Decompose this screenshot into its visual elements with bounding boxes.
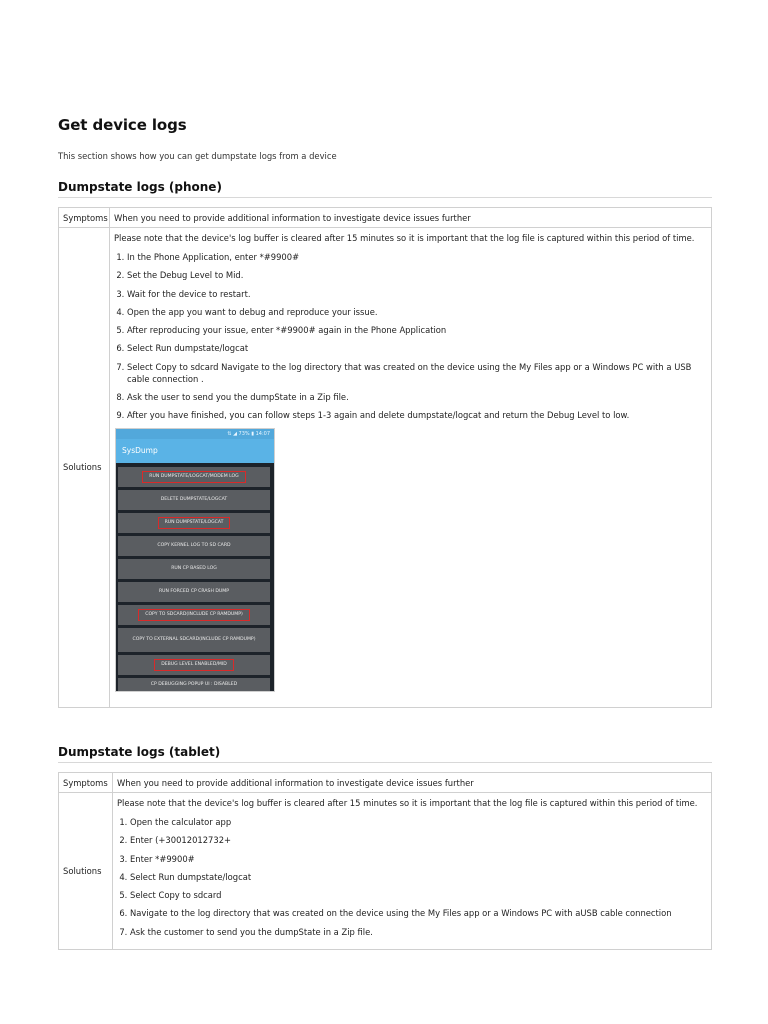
sysdump-button-label: COPY KERNEL LOG TO SD CARD [157,542,231,548]
symptoms-label: Symptoms [59,773,113,793]
section-divider [58,762,712,763]
sysdump-button-label: RUN CP BASED LOG [171,565,217,571]
step-item: 2. Set the Debug Level to Mid. [127,269,707,281]
solutions-cell [110,228,712,708]
phone-status-bar: ⇅ ◢ 73% ▮ 14:07 [116,429,274,439]
step-item: 3. Enter *#9900# [130,853,707,865]
section-divider [58,197,712,198]
sysdump-button [118,582,270,602]
step-item: 5. After reproducing your issue, enter *#9900# again in the Phone Application [127,324,707,336]
sysdump-button-label: COPY TO EXTERNAL SDCARD(INCLUDE CP RAMDUMP) [132,636,256,642]
sysdump-button [118,559,270,579]
step-item: 5. Select Copy to sdcard [130,889,707,901]
sysdump-button [118,655,270,675]
step-item: 4. Select Run dumpstate/logcat [130,871,707,883]
section-heading-tablet: Dumpstate logs (tablet) [58,745,221,759]
log-buffer-note: Please note that the device's log buffer is cleared after 15 minutes so it is important that the log file is captured within this period of time. [117,798,698,808]
solutions-row [59,228,712,708]
symptoms-row [59,773,712,793]
step-item: 2. Enter (+30012012732+ [130,834,707,846]
symptoms-text: When you need to provide additional information to investigate device issues further [110,208,712,228]
page-intro: This section shows how you can get dumpstate logs from a device [58,151,337,161]
section-heading-phone: Dumpstate logs (phone) [58,180,222,194]
sysdump-button [118,513,270,533]
tablet-steps-table [58,772,712,950]
sysdump-button [118,678,270,692]
sysdump-button [118,536,270,556]
symptoms-row [59,208,712,228]
phone-steps-list [114,251,707,421]
step-item: 7. Select Copy to sdcard Navigate to the log directory that was created on the device using the My Files app or a Windows PC with a USB cable connection . [127,361,707,385]
sysdump-button [118,467,270,487]
tablet-steps-list [117,816,707,938]
solutions-cell [113,793,712,950]
sysdump-button-label: CP DEBUGGING POPUP UI : DISABLED [150,681,238,687]
step-item: 6. Navigate to the log directory that was created on the device using the My Files app or a Windows PC with aUSB cable connection [130,907,707,919]
step-item: 8. Ask the user to send you the dumpState in a Zip file. [127,391,707,403]
step-item: 9. After you have finished, you can follow steps 1-3 again and delete dumpstate/logcat and return the Debug Level to low. [127,409,707,421]
sysdump-button-label: DELETE DUMPSTATE/LOGCAT [160,496,228,502]
sysdump-button-label: RUN DUMPSTATE/LOGCAT/MODEM LOG [142,471,245,483]
sysdump-button-label: RUN FORCED CP CRASH DUMP [158,588,230,594]
log-buffer-note: Please note that the device's log buffer is cleared after 15 minutes so it is important that the log file is captured within this period of time. [114,233,695,243]
step-item: 1. Open the calculator app [130,816,707,828]
sysdump-button-label: COPY TO SDCARD(INCLUDE CP RAMDUMP) [138,609,250,621]
sysdump-screenshot [115,428,275,692]
step-item: 6. Select Run dumpstate/logcat [127,342,707,354]
step-item: 3. Wait for the device to restart. [127,288,707,300]
step-item: 7. Ask the customer to send you the dumpState in a Zip file. [130,926,707,938]
step-item: 1. In the Phone Application, enter *#9900# [127,251,707,263]
solutions-row [59,793,712,950]
symptoms-text: When you need to provide additional information to investigate device issues further [113,773,712,793]
sysdump-button-label: RUN DUMPSTATE/LOGCAT [158,517,231,529]
sysdump-app-bar: SysDump [116,439,274,463]
sysdump-button-list [116,463,274,692]
phone-steps-table [58,207,712,708]
sysdump-button [118,628,270,652]
solutions-label: Solutions [59,793,113,950]
solutions-label: Solutions [59,228,110,708]
sysdump-button [118,605,270,625]
symptoms-label: Symptoms [59,208,110,228]
step-item: 4. Open the app you want to debug and reproduce your issue. [127,306,707,318]
sysdump-button [118,490,270,510]
sysdump-button-label: DEBUG LEVEL ENABLED/MID [154,659,234,671]
page-title: Get device logs [58,116,187,134]
